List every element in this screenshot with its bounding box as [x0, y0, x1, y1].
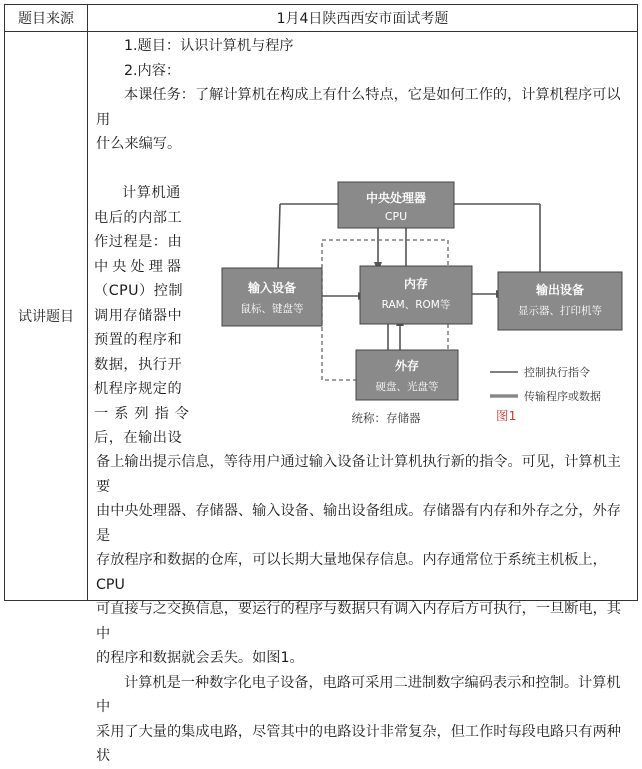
legend-control: 控制执行指令: [524, 366, 590, 379]
para-line: 备上输出提示信息，等待用户通过输入设备让计算机执行新的指令。可见，计算机主要: [96, 454, 621, 495]
input-title: 输入设备: [247, 281, 297, 295]
storage-title: 外存: [394, 359, 420, 373]
para-line: 存放程序和数据的仓库，可以长期大量地保存信息。内存通常位于系统主机板上，CPU: [96, 552, 607, 593]
task-line-1: 本课任务：了解计算机在构成上有什么特点，它是如何工作的，计算机程序可以用: [96, 87, 621, 128]
side-line: 调用存储器中: [94, 307, 183, 324]
para-line: 可直接与之交换信息，要运行的程序与数据只有调入内存后方可执行，一旦断电，其中: [96, 601, 621, 642]
side-line: 电后的内部工: [94, 209, 183, 226]
side-line: 数据，执行开: [94, 356, 183, 373]
task-line-2: 什么来编写。: [96, 136, 182, 152]
side-line: 一系列指令: [94, 405, 195, 422]
para-line: 由中央处理器、存储器、输入设备、输出设备组成。存储器有内存和外存之分，外存是: [96, 503, 621, 544]
para2-line-1: 计算机是一种数字化电子设备，电路可采用二进制数字编码表示和控制。计算机中: [96, 674, 621, 715]
side-line: 机程序规定的: [94, 381, 183, 397]
side-line: 预置的程序和: [94, 332, 183, 348]
side-line: 后，在输出设: [94, 430, 183, 446]
side-line: 中央处理器: [94, 258, 185, 275]
question-table: [4, 4, 638, 764]
cpu-sub: CPU: [384, 210, 408, 223]
side-line: 计算机通: [122, 185, 181, 201]
header-row: [5, 5, 638, 32]
storage-sub: 硬盘、光盘等: [375, 381, 439, 393]
content-line: 2.内容：: [124, 62, 181, 79]
side-paragraph: [88, 181, 194, 451]
main-paragraph: [88, 450, 637, 769]
para-line: 的程序和数据就会丢失。如图1。: [96, 650, 304, 666]
content-cell: [88, 32, 638, 764]
header-source-value: 1月4日陕西西安市面试考题: [88, 5, 638, 32]
content-area: [88, 34, 637, 764]
output-sub: 显示器、打印机等: [518, 305, 602, 317]
cpu-title: 中央处理器: [365, 191, 427, 205]
side-line: （CPU）控制: [94, 283, 184, 299]
header-source-label: 题目来源: [5, 5, 88, 32]
group-label: 统称：存储器: [351, 411, 421, 425]
legend-transfer: 传输程序或数据: [524, 390, 601, 403]
input-sub: 鼠标、键盘等: [240, 303, 304, 315]
para2-line-2: 采用了大量的集成电路，尽管其中的电路设计非常复杂，但工作时每段电路只有两种状: [96, 723, 621, 764]
figure-label: 图1: [496, 408, 517, 423]
memory-title: 内存: [403, 277, 429, 291]
output-title: 输出设备: [535, 283, 585, 297]
side-line: 作过程是：由: [94, 234, 183, 250]
memory-sub: RAM、ROM等: [381, 299, 451, 311]
computer-structure-diagram: [200, 174, 632, 426]
title-line: 1.题目：认识计算机与程序: [124, 38, 294, 54]
body-row: [5, 32, 638, 601]
row-label: 试讲题目: [5, 32, 88, 601]
